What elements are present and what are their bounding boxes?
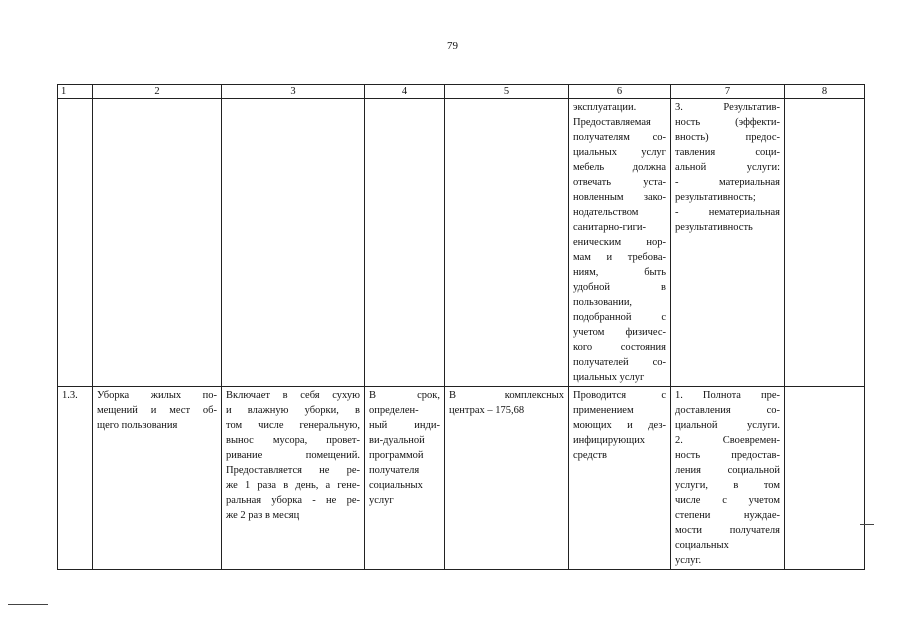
quality-indicators-text [675, 388, 780, 568]
cell-text-line: отвечать уста- [573, 177, 666, 188]
column-header-3: 3 [222, 85, 365, 99]
cell-quality-indicators [671, 99, 785, 387]
quality-indicators-text [675, 100, 780, 235]
cell-text-line: 3. Результатив- [675, 102, 780, 113]
column-header-2: 2 [93, 85, 222, 99]
table-row-continued [58, 99, 865, 387]
cell-text-line: кого состояния [573, 342, 666, 353]
cell-text-line: числе с учетом [675, 495, 780, 506]
column-header-6: 6 [569, 85, 671, 99]
cell-text-line: ральная уборка - не ре- [226, 495, 360, 506]
cell-text-line: получателям со- [573, 132, 666, 143]
cell-description [222, 99, 365, 387]
cell-text-line: социальных [675, 540, 729, 551]
cell-text-line: В комплексных [449, 390, 564, 401]
cell-text-line: социальных [369, 480, 423, 491]
cell-text-line: вынос мусора, провет- [226, 435, 360, 446]
cell-text-line: циальных услуг [573, 372, 645, 383]
cell-text-line: же 1 раза в день, а гене- [226, 480, 360, 491]
cell-text-line: результативность; [675, 192, 756, 203]
cell-text-line: нодательством [573, 207, 639, 218]
cell-text-line: Предоставляемая [573, 117, 651, 128]
term-text [369, 388, 440, 508]
cell-text-line: мости получателя [675, 525, 780, 536]
column-header-4: 4 [365, 85, 445, 99]
cell-text-line: щего пользования [97, 420, 178, 431]
cell-text-line: получателя [369, 465, 420, 476]
cell-text-line: циальных услуг [573, 147, 666, 158]
cell-text-line: Предоставляется не ре- [226, 465, 360, 476]
cell-quality-indicators [671, 387, 785, 570]
cell-text-line: ный инди- [369, 420, 440, 431]
cell-text-line: ления социальной [675, 465, 780, 476]
cell-text-line: моющих и дез- [573, 420, 666, 431]
cell-text-line: В срок, [369, 390, 440, 401]
cell-text-line: мебель должна [573, 162, 666, 173]
cell-tariff [445, 387, 569, 570]
cell-text-line: центрах – 175,68 [449, 405, 525, 416]
cell-text-line: Уборка жилых по- [97, 390, 217, 401]
cell-text-line: ви-дуальной [369, 435, 425, 446]
tariff-text [449, 388, 564, 418]
cell-text-line: мам и требова- [573, 252, 666, 263]
cell-description [222, 387, 365, 570]
cell-text-line: ность (эффекти- [675, 117, 780, 128]
cell-text-line: же 2 раз в месяц [226, 510, 300, 521]
cell-text-line: 1. Полнота пре- [675, 390, 780, 401]
column-header-1: 1 [58, 85, 93, 99]
cell-text-line: 2. Своевремен- [675, 435, 780, 446]
column-header-8: 8 [785, 85, 865, 99]
cell-term [365, 99, 445, 387]
page-number: 79 [447, 40, 458, 52]
cell-service-name [93, 99, 222, 387]
cell-text-line: услуг [369, 495, 394, 506]
cell-text-line: услуги, в том [675, 480, 780, 491]
margin-mark-right [860, 524, 874, 525]
cell-text-line: и влажную уборки, в [226, 405, 360, 416]
cell-text-line: циальной услуги. [675, 420, 780, 431]
cell-text-line: степени нуждае- [675, 510, 780, 521]
cell-text-line: тавления соци- [675, 147, 780, 158]
cell-text-line: программой [369, 450, 424, 461]
cell-text-line: Проводится с [573, 390, 666, 401]
cell-text-line: результативность [675, 222, 753, 233]
cell-text-line: санитарно-гиги- [573, 222, 647, 233]
cell-text-line: ривание помещений. [226, 450, 360, 461]
services-table [57, 84, 865, 570]
cell-service-name [93, 387, 222, 570]
cell-text-line: вность) предос- [675, 132, 780, 143]
cell-conditions [569, 387, 671, 570]
cell-number [58, 99, 93, 387]
cell-text-line: Включает в себя сухую [226, 390, 360, 401]
conditions-text [573, 100, 666, 385]
cell-text-line: ность предостав- [675, 450, 780, 461]
description-text [226, 388, 360, 523]
cell-text-line: новленным зако- [573, 192, 666, 203]
column-header-7: 7 [671, 85, 785, 99]
conditions-text [573, 388, 666, 463]
cell-text-line: - материальная [675, 177, 780, 188]
cell-extra [785, 387, 865, 570]
header-row [58, 85, 865, 99]
cell-text-line: удобной в [573, 282, 666, 293]
cell-extra [785, 99, 865, 387]
cell-text-line: услуг. [675, 555, 702, 566]
service-name-text [97, 388, 217, 433]
cell-text-line: определен- [369, 405, 419, 416]
cell-text-line: эксплуатации. [573, 102, 637, 113]
cell-text-line: учетом физичес- [573, 327, 666, 338]
cell-text-line: доставления со- [675, 405, 780, 416]
margin-mark-left [8, 604, 48, 605]
cell-text-line: применением [573, 405, 634, 416]
cell-text-line: мещений и мест об- [97, 405, 217, 416]
cell-text-line: подобранной с [573, 312, 666, 323]
cell-text-line: альной услуги: [675, 162, 780, 173]
cell-number: 1.3. [58, 387, 93, 570]
cell-text-line: ниям, быть [573, 267, 666, 278]
cell-conditions [569, 99, 671, 387]
cell-text-line: получателей со- [573, 357, 666, 368]
cell-text-line: инфицирующих [573, 435, 646, 446]
cell-text-line: том числе генеральную, [226, 420, 360, 431]
cell-tariff [445, 99, 569, 387]
cell-term [365, 387, 445, 570]
cell-text-line: - нематериальная [675, 207, 780, 218]
cell-text-line: еническим нор- [573, 237, 666, 248]
column-header-5: 5 [445, 85, 569, 99]
cell-text-line: пользовании, [573, 297, 633, 308]
cell-text-line: средств [573, 450, 607, 461]
table-row-1-3 [58, 387, 865, 570]
